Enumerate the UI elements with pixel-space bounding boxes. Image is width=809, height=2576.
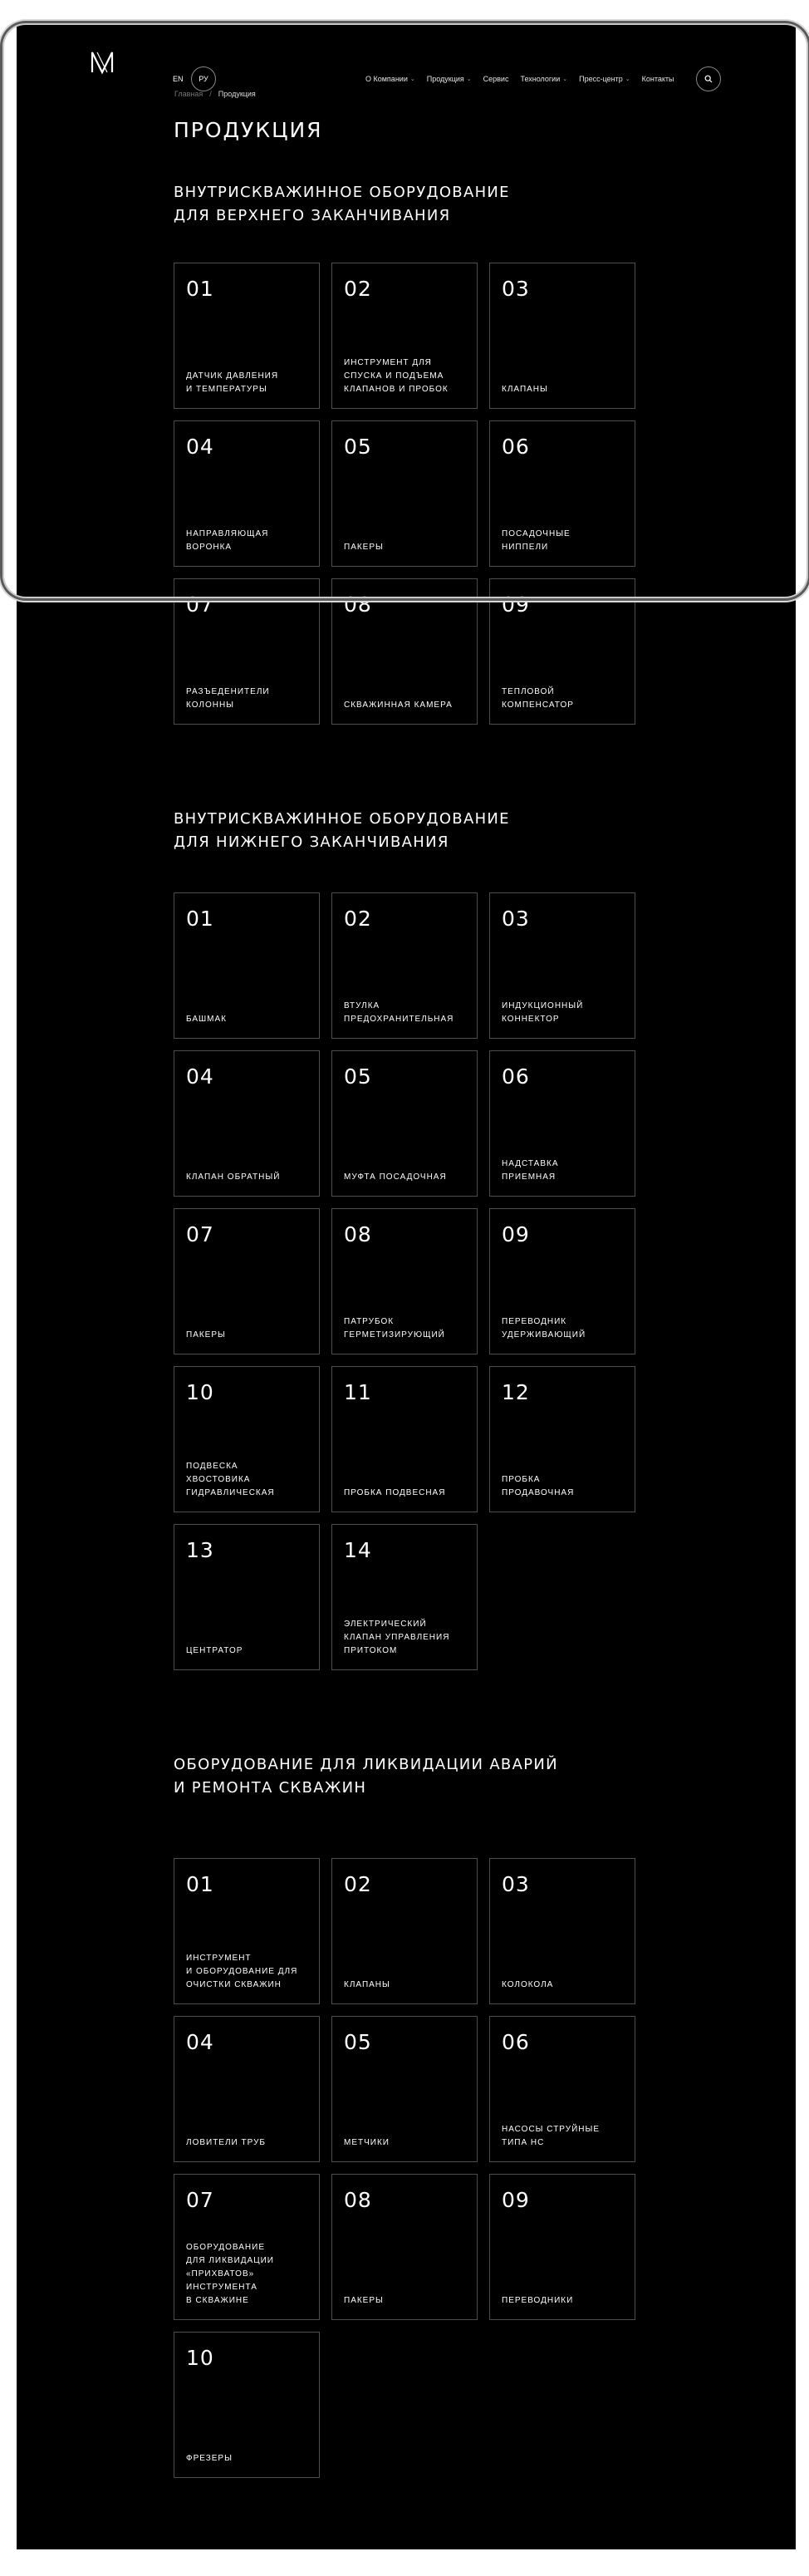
product-card[interactable] xyxy=(174,1208,320,1354)
product-card-number: 07 xyxy=(186,2188,214,2212)
product-card-label: ПАТРУБОК ГЕРМЕТИЗИРУЮЩИЙ xyxy=(344,1317,445,1340)
product-card-label: НАПРАВЛЯЮЩАЯ ВОРОНКА xyxy=(186,529,269,552)
product-card[interactable] xyxy=(174,1524,320,1670)
product-card-label: ПАКЕРЫ xyxy=(344,2296,384,2305)
breadcrumb-separator: / xyxy=(209,90,212,98)
lang-ru-button[interactable]: РУ xyxy=(191,66,216,91)
chevron-down-icon: ⌄ xyxy=(409,76,415,82)
chevron-down-icon: ⌄ xyxy=(562,76,568,82)
product-card[interactable] xyxy=(174,578,320,725)
product-card-label: ОБОРУДОВАНИЕ ДЛЯ ЛИКВИДАЦИИ «ПРИХВАТОВ» ИНСТРУМЕНТА В СКВАЖИНЕ xyxy=(186,2243,274,2305)
product-card-label: КЛАПАНЫ xyxy=(502,385,548,394)
product-card-number: 01 xyxy=(186,907,214,931)
product-card[interactable] xyxy=(331,892,478,1039)
product-card-number: 03 xyxy=(502,1872,530,1896)
product-card-label: РАЗЪЕДЕНИТЕЛИ КОЛОННЫ xyxy=(186,687,270,710)
product-card[interactable] xyxy=(331,1858,478,2004)
product-card-number: 03 xyxy=(502,907,530,931)
product-card[interactable] xyxy=(331,263,478,409)
chevron-down-icon: ⌄ xyxy=(625,76,630,82)
product-card-label: ИНДУКЦИОННЫЙ КОННЕКТОР xyxy=(502,1001,584,1024)
product-card-number: 05 xyxy=(344,2030,372,2054)
lang-en-link[interactable]: EN xyxy=(173,75,184,83)
product-card[interactable] xyxy=(174,1050,320,1197)
product-card-number: 06 xyxy=(502,435,530,459)
product-card-number: 01 xyxy=(186,277,214,301)
product-card-label: НАДСТАВКА ПРИЕМНАЯ xyxy=(502,1159,559,1182)
product-card-label: ФРЕЗЕРЫ xyxy=(186,2454,233,2463)
product-card-label: ПЕРЕВОДНИКИ xyxy=(502,2296,574,2305)
product-card-number: 11 xyxy=(344,1380,372,1404)
product-card[interactable] xyxy=(174,1858,320,2004)
product-card-number: 09 xyxy=(502,2188,530,2212)
product-card[interactable] xyxy=(174,2174,320,2320)
nav-item[interactable] xyxy=(365,75,415,83)
nav-item[interactable] xyxy=(520,75,567,83)
product-card-number: 01 xyxy=(186,1872,214,1896)
product-card[interactable] xyxy=(174,420,320,567)
product-card-label: ПАКЕРЫ xyxy=(186,1330,226,1340)
product-card-number: 07 xyxy=(186,592,214,617)
product-card[interactable] xyxy=(331,1366,478,1512)
product-card-number: 04 xyxy=(186,435,214,459)
product-card-label: ЭЛЕКТРИЧЕСКИЙ КЛАПАН УПРАВЛЕНИЯ ПРИТОКОМ xyxy=(344,1620,450,1655)
search-icon xyxy=(704,75,713,83)
search-button[interactable] xyxy=(696,66,721,91)
nav-item[interactable] xyxy=(579,75,630,83)
nav-item-label: О Компании xyxy=(365,75,408,83)
product-card[interactable] xyxy=(489,1208,635,1354)
product-card-number: 13 xyxy=(186,1538,214,1562)
product-card-label: КЛАПАНЫ xyxy=(344,1980,390,1989)
product-card[interactable] xyxy=(489,1050,635,1197)
product-card[interactable] xyxy=(174,263,320,409)
product-grid xyxy=(174,892,635,1670)
product-card-number: 10 xyxy=(186,2346,214,2370)
nav-item-label: Продукция xyxy=(426,75,464,83)
product-card-label: ЦЕНТРАТОР xyxy=(186,1646,243,1655)
nav-item[interactable] xyxy=(483,75,509,83)
product-card[interactable] xyxy=(331,2174,478,2320)
product-card[interactable] xyxy=(331,1524,478,1670)
logo-icon[interactable] xyxy=(90,50,115,75)
site-header xyxy=(17,23,796,102)
product-card-number: 09 xyxy=(502,1222,530,1246)
product-card-number: 04 xyxy=(186,2030,214,2054)
product-card[interactable] xyxy=(489,578,635,725)
product-card[interactable] xyxy=(489,2174,635,2320)
page-title: ПРОДУКЦИЯ xyxy=(174,118,323,142)
product-grid xyxy=(174,263,635,725)
product-card-label: ПРОБКА ПОДВЕСНАЯ xyxy=(344,1488,446,1497)
device-button xyxy=(60,20,93,22)
breadcrumb-home[interactable]: Главная xyxy=(174,90,203,98)
product-card-label: МУФТА ПОСАДОЧНАЯ xyxy=(344,1172,447,1182)
product-card-label: ИНСТРУМЕНТ ДЛЯ СПУСКА И ПОДЪЕМА КЛАПАНОВ И ПРОБОК xyxy=(344,358,449,394)
product-card-number: 06 xyxy=(502,1064,530,1089)
product-card-label: ПАКЕРЫ xyxy=(344,543,384,552)
product-card-number: 07 xyxy=(186,1222,214,1246)
product-card-number: 03 xyxy=(502,277,530,301)
section-title: ОБОРУДОВАНИЕ ДЛЯ ЛИКВИДАЦИИ АВАРИЙ И РЕМОНТА СКВАЖИН xyxy=(174,1756,558,1797)
product-card-number: 05 xyxy=(344,1064,372,1089)
product-card[interactable] xyxy=(331,2016,478,2162)
product-card[interactable] xyxy=(174,2016,320,2162)
product-card[interactable] xyxy=(331,578,478,725)
product-card[interactable] xyxy=(489,263,635,409)
product-card[interactable] xyxy=(174,1366,320,1512)
nav-item-label: Технологии xyxy=(520,75,561,83)
product-card-number: 04 xyxy=(186,1064,214,1089)
product-card[interactable] xyxy=(331,420,478,567)
product-card[interactable] xyxy=(174,2332,320,2478)
main-nav xyxy=(365,75,674,83)
product-card[interactable] xyxy=(174,892,320,1039)
product-card-label: ПЕРЕВОДНИК УДЕРЖИВАЮЩИЙ xyxy=(502,1317,586,1340)
device-button xyxy=(103,20,136,22)
product-card-number: 02 xyxy=(344,907,372,931)
product-card[interactable] xyxy=(331,1050,478,1197)
product-card-number: 08 xyxy=(344,2188,372,2212)
product-card-label: ЛОВИТЕЛИ ТРУБ xyxy=(186,2138,266,2147)
product-card-label: ИНСТРУМЕНТ И ОБОРУДОВАНИЕ ДЛЯ ОЧИСТКИ СКВАЖИН xyxy=(186,1954,298,1989)
nav-item[interactable] xyxy=(642,75,674,83)
product-card[interactable] xyxy=(489,420,635,567)
product-card-label: КЛАПАН ОБРАТНЫЙ xyxy=(186,1172,281,1182)
chevron-down-icon: ⌄ xyxy=(466,76,472,82)
product-card-number: 14 xyxy=(344,1538,372,1562)
product-card-number: 10 xyxy=(186,1380,214,1404)
nav-item-label: Контакты xyxy=(641,75,674,83)
product-card-label: СКВАЖИННАЯ КАМЕРА xyxy=(344,701,453,710)
product-card[interactable] xyxy=(489,2016,635,2162)
product-card-label: ПОСАДОЧНЫЕ НИППЕЛИ xyxy=(502,529,571,552)
product-card-label: МЕТЧИКИ xyxy=(344,2138,390,2147)
nav-item-label: Сервис xyxy=(483,75,509,83)
product-card-label: ПРОБКА ПРОДАВОЧНАЯ xyxy=(502,1475,575,1497)
product-card-number: 08 xyxy=(344,592,372,617)
product-card[interactable] xyxy=(331,1208,478,1354)
product-card-label: ВТУЛКА ПРЕДОХРАНИТЕЛЬНАЯ xyxy=(344,1001,454,1024)
product-card-number: 02 xyxy=(344,1872,372,1896)
product-card-label: НАСОСЫ СТРУЙНЫЕ ТИПА НС xyxy=(502,2125,601,2147)
section-title: ВНУТРИСКВАЖИННОЕ ОБОРУДОВАНИЕ ДЛЯ ВЕРХНЕГО ЗАКАНЧИВАНИЯ xyxy=(174,184,510,224)
product-card-number: 06 xyxy=(502,2030,530,2054)
product-card-label: ПОДВЕСКА ХВОСТОВИКА ГИДРАВЛИЧЕСКАЯ xyxy=(186,1462,275,1497)
product-card-number: 12 xyxy=(502,1380,530,1404)
product-card-number: 05 xyxy=(344,435,372,459)
product-card-label: ДАТЧИК ДАВЛЕНИЯ И ТЕМПЕРАТУРЫ xyxy=(186,371,279,394)
product-card-number: 09 xyxy=(502,592,530,617)
product-card-label: БАШМАК xyxy=(186,1015,228,1024)
section-title: ВНУТРИСКВАЖИННОЕ ОБОРУДОВАНИЕ ДЛЯ НИЖНЕГО ЗАКАНЧИВАНИЯ xyxy=(174,810,510,851)
product-card[interactable] xyxy=(489,1366,635,1512)
nav-item[interactable] xyxy=(427,75,472,83)
product-card[interactable] xyxy=(489,1858,635,2004)
product-card-label: КОЛОКОЛА xyxy=(502,1980,554,1989)
product-card[interactable] xyxy=(489,892,635,1039)
breadcrumb xyxy=(174,90,256,98)
product-card-number: 08 xyxy=(344,1222,372,1246)
nav-item-label: Пресс-центр xyxy=(579,75,623,83)
product-card-label: ТЕПЛОВОЙ КОМПЕНСАТОР xyxy=(502,687,574,710)
breadcrumb-current: Продукция xyxy=(218,90,256,98)
product-grid xyxy=(174,1858,635,2478)
product-card-number: 02 xyxy=(344,277,372,301)
